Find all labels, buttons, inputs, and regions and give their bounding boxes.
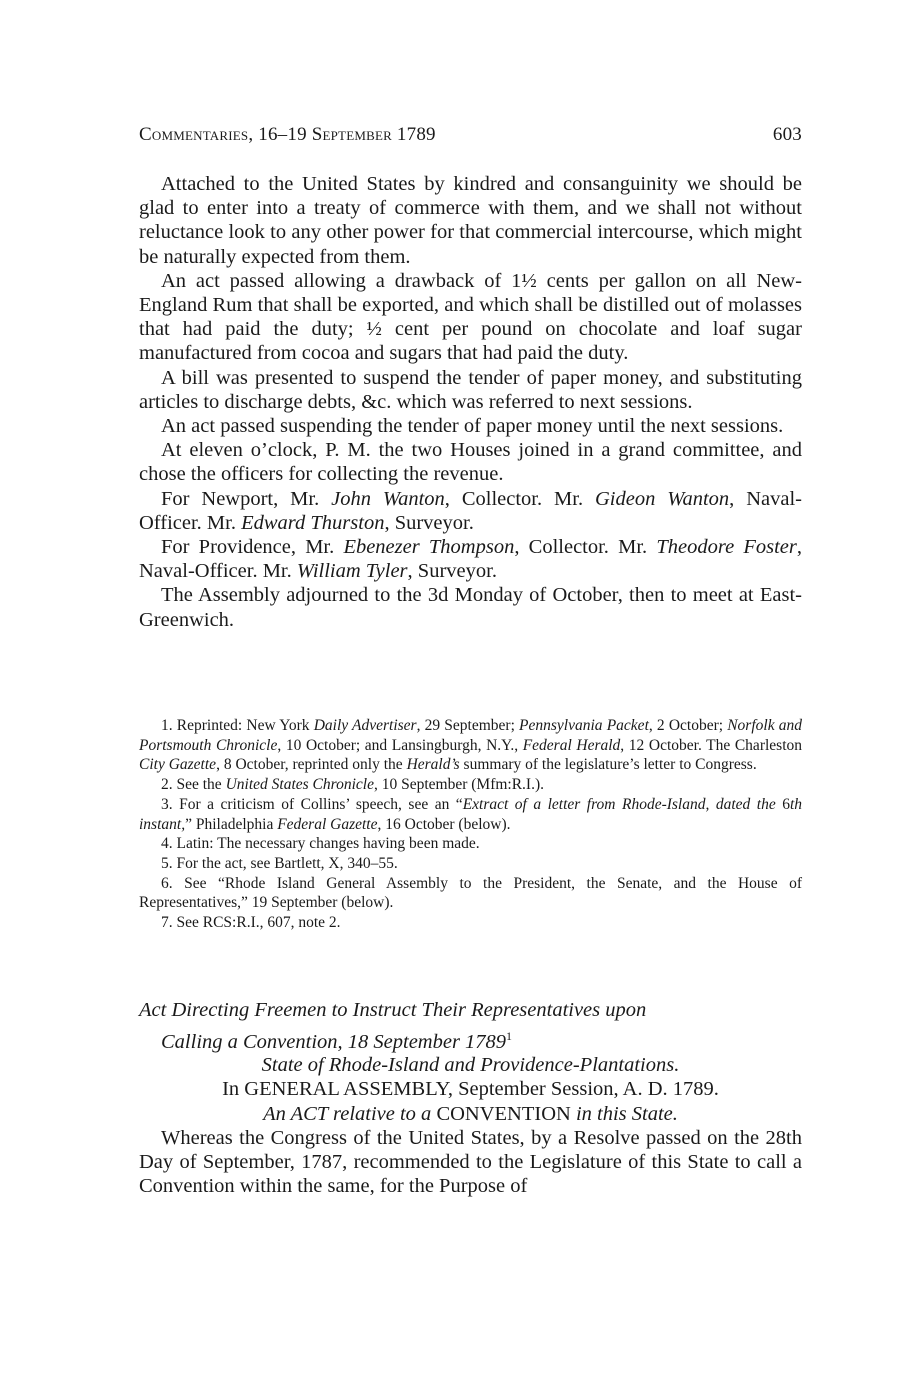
publication-title: Federal Gazette [277, 815, 378, 833]
body-paragraph: Attached to the United States by kindred and consanguinity we should be glad to enter into a treaty of commerce with them, and we shall not without reluctance look to any other power for that commercial intercourse, which might be naturally expected from them. [139, 173, 802, 268]
act-title-text: in this State. [570, 1102, 678, 1125]
state-line [139, 1053, 802, 1077]
assembly-line: In GENERAL ASSEMBLY, September Session, A. D. 1789. [222, 1078, 719, 1101]
text-run: , 10 October; and Lansingburgh, N.Y., [277, 736, 523, 754]
body-paragraph-providence [139, 535, 802, 583]
opening-paragraph: Whereas the Congress of the United States, by a Resolve passed on the 28th Day of September, 1787, recommended to the Legislature of this State to call a Convention within the same, for the Purpose of [139, 1126, 802, 1198]
footnote-5: 5. For the act, see Bartlett, X, 340–55. [161, 854, 398, 872]
text-run: , 16 October (below). [377, 815, 511, 833]
text-run: ” Philadelphia [185, 815, 278, 833]
heading-footnote-ref: 1 [506, 1029, 513, 1043]
text-run: , Collector. Mr. [514, 536, 657, 559]
heading-text: Calling a Convention, 18 September 1789 [161, 1030, 507, 1053]
text-run: , Surveyor. [384, 511, 474, 534]
body-paragraph: A bill was presented to suspend the tender of paper money, and substituting articles to discharge debts, &c. which was referred to next sessions. [139, 366, 802, 413]
person-name: John Wanton [331, 487, 445, 510]
publication-title: Federal Herald [522, 736, 621, 754]
quoted-title: th instant, [139, 795, 802, 833]
text-run: , Surveyor. [407, 560, 497, 583]
footnote-4: 4. Latin: The necessary changes having been made. [161, 835, 480, 853]
publication-title: Herald’s [406, 756, 460, 774]
person-name: William Tyler [296, 560, 408, 583]
quoted-title: Extract of a letter from Rhode-Island, dated the [462, 795, 783, 813]
person-name: Ebenezer Thompson [343, 536, 515, 559]
person-name: Theodore Foster [656, 536, 797, 559]
publication-title: United States Chronicle [225, 776, 374, 794]
text-run: , Collector. Mr. [444, 487, 595, 510]
body-paragraph: At eleven o’clock, P. M. the two Houses joined in a grand committee, and chose the officers for collecting the revenue. [139, 439, 802, 486]
publication-title: Norfolk and Portsmouth Chronicle [139, 717, 802, 754]
document-heading [139, 997, 802, 1055]
footnote-3 [139, 795, 802, 834]
text-run: 1. Reprinted: New York [161, 717, 314, 734]
body-text [139, 172, 802, 632]
act-title-keyword: CONVENTION [436, 1102, 571, 1125]
body-paragraph: An act passed suspending the tender of paper money until the next sessions. [161, 415, 784, 438]
text-run: , Naval-Officer. Mr. [139, 536, 803, 583]
act-title [139, 1102, 802, 1126]
text-run: 2. See the [161, 776, 226, 794]
running-head-title: Commentaries, 16–19 September 1789 [139, 124, 436, 145]
text-run: , 2 October; [648, 717, 728, 734]
publication-title: City Gazette [139, 756, 217, 774]
footnote-1 [139, 716, 802, 775]
text-run: summary of the legislature’s letter to Congress. [459, 756, 757, 774]
heading-line-1: Act Directing Freemen to Instruct Their Representatives upon [139, 999, 647, 1021]
text-run: , 12 October. The Charleston [620, 736, 803, 754]
publication-title: Pennsylvania Packet [519, 717, 649, 734]
text-run: 3. For a criticism of Collins’ speech, see an “ [161, 795, 463, 813]
footnotes [139, 716, 802, 933]
text-run: For Providence, Mr. [161, 536, 344, 559]
document-body [139, 1053, 802, 1199]
text-run: , Naval-Officer. Mr. [139, 487, 802, 534]
text-run: , 29 September; [416, 717, 520, 734]
act-title-text: An ACT relative to a [263, 1102, 437, 1125]
body-paragraph: An act passed allowing a drawback of 1½ cents per gallon on all New-England Rum that shall be exported, and which shall be distilled out of molasses that had paid the duty; ½ cent per pound on chocolate and loaf sugar manufactured from cocoa and sugars that had paid the duty. [139, 269, 802, 365]
body-paragraph-newport [139, 487, 802, 535]
page-number: 603 [772, 124, 802, 145]
text-run: , 8 October, reprinted only the [216, 756, 407, 774]
person-name: Gideon Wanton [595, 487, 730, 510]
person-name: Edward Thurston [241, 511, 385, 534]
publication-title: Daily Advertiser [313, 717, 417, 734]
footnote-6: 6. See “Rhode Island General Assembly to the President, the Senate, and the House of Representatives,” 19 September (below). [139, 874, 802, 912]
text-run: For Newport, Mr. [161, 487, 332, 510]
running-head [139, 124, 802, 146]
footnote-2 [139, 775, 802, 795]
text-run: , 10 September (Mfm:R.I.). [373, 776, 545, 794]
text-run: 6 [782, 795, 790, 813]
state-line-text: State of Rhode-Island and Providence-Plantations. [261, 1054, 680, 1076]
body-paragraph: The Assembly adjourned to the 3d Monday of October, then to meet at East-Greenwich. [139, 584, 802, 631]
heading-line-2 [139, 1023, 802, 1055]
footnote-7: 7. See RCS:R.I., 607, note 2. [161, 914, 341, 932]
